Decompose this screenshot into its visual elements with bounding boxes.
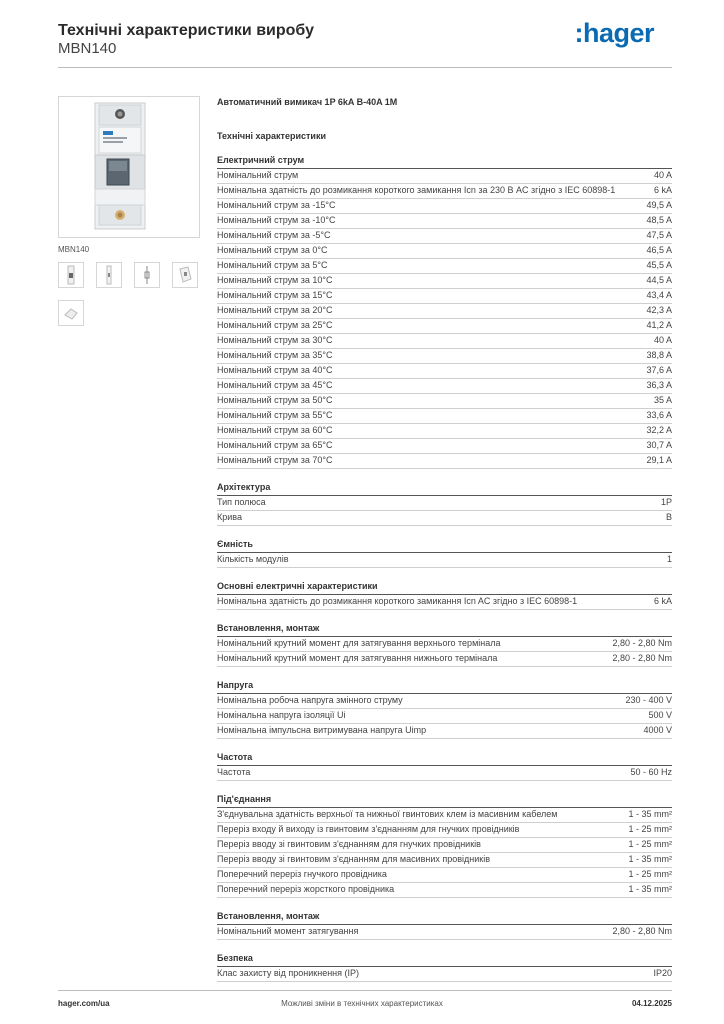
spec-label: Переріз вводу зі гвинтовим з'єднанням для масивних провідників (217, 854, 491, 864)
spec-row (217, 229, 672, 244)
section-title: Напруга (217, 679, 672, 694)
product-image-caption: MBN140 (58, 245, 90, 254)
spec-row (217, 838, 672, 853)
spec-value: 36,3 A (646, 380, 672, 390)
spec-section (217, 580, 672, 610)
spec-value: 29,1 A (646, 455, 672, 465)
spec-section (217, 622, 672, 667)
spec-label: Кількість модулів (217, 554, 289, 564)
spec-value: 4000 V (643, 725, 672, 735)
spec-value: 42,3 A (646, 305, 672, 315)
spec-row (217, 694, 672, 709)
spec-value: 1 - 25 mm² (628, 824, 672, 834)
spec-row (217, 379, 672, 394)
spec-row (217, 454, 672, 469)
spec-value: 1 - 25 mm² (628, 839, 672, 849)
spec-row (217, 169, 672, 184)
spec-row (217, 823, 672, 838)
spec-value: 48,5 A (646, 215, 672, 225)
spec-label: Номінальний струм за 35°C (217, 350, 333, 360)
section-title: Частота (217, 751, 672, 766)
spec-row (217, 289, 672, 304)
page-title: Технічні характеристики виробу (58, 22, 314, 39)
footer-note: Можливі зміни в технічних характеристиках (281, 999, 443, 1008)
spec-label: Номінальний крутний момент для затягування нижнього термінала (217, 653, 498, 663)
spec-label: Номінальний струм за 45°C (217, 380, 333, 390)
breaker-accessory-icon (59, 301, 83, 325)
tech-specs-heading: Технічні характеристики (217, 131, 326, 141)
spec-value: 1 - 35 mm² (628, 809, 672, 819)
spec-row (217, 184, 672, 199)
section-title: Електричний струм (217, 154, 672, 169)
spec-row (217, 349, 672, 364)
spec-value: 38,8 A (646, 350, 672, 360)
spec-row (217, 199, 672, 214)
breaker-diagram-icon (135, 263, 159, 287)
spec-section (217, 679, 672, 739)
spec-value: 30,7 A (646, 440, 672, 450)
spec-value: 50 - 60 Hz (630, 767, 672, 777)
spec-row (217, 808, 672, 823)
spec-label: Номінальна робоча напруга змінного струму (217, 695, 403, 705)
spec-label: Тип полюса (217, 497, 266, 507)
footer-date: 04.12.2025 (631, 999, 672, 1008)
spec-value: 40 A (653, 170, 672, 180)
spec-row (217, 868, 672, 883)
spec-value: 1P (660, 497, 672, 507)
spec-value: 2,80 - 2,80 Nm (612, 653, 672, 663)
spec-label: Номінальний струм за 15°C (217, 290, 333, 300)
spec-value: 1 (666, 554, 672, 564)
spec-row (217, 319, 672, 334)
spec-label: Номінальний струм за 65°C (217, 440, 333, 450)
spec-label: Номінальний струм за 30°C (217, 335, 333, 345)
spec-label: Номінальний струм за -10°C (217, 215, 336, 225)
spec-row (217, 967, 672, 982)
thumbnail-angle-view[interactable] (172, 262, 198, 288)
spec-row (217, 439, 672, 454)
spec-value: B (665, 512, 672, 522)
spec-label: Частота (217, 767, 251, 777)
spec-label: Номінальний струм за 55°C (217, 410, 333, 420)
spec-row (217, 595, 672, 610)
spec-content (217, 96, 672, 982)
spec-value: 40 A (653, 335, 672, 345)
spec-value: 37,6 A (646, 365, 672, 375)
spec-value: 230 - 400 V (625, 695, 672, 705)
spec-label: Номінальний струм за 50°C (217, 395, 333, 405)
spec-section (217, 793, 672, 898)
spec-row (217, 766, 672, 781)
spec-row (217, 724, 672, 739)
spec-label: Номінальна здатність до розмикання короткого замикання Icn за 230 В AC згідно з IEC 60898-1 (217, 185, 616, 195)
spec-label: Номінальний струм за 10°C (217, 275, 333, 285)
spec-value: 1 - 25 mm² (628, 869, 672, 879)
section-title: Безпека (217, 952, 672, 967)
spec-label: Номінальна здатність до розмикання короткого замикання Icn AC згідно з IEC 60898-1 (217, 596, 578, 606)
spec-label: Номінальний струм за 0°C (217, 245, 328, 255)
spec-label: Поперечний переріз гнучкого провідника (217, 869, 387, 879)
spec-value: 43,4 A (646, 290, 672, 300)
spec-label: Номінальна напруга ізоляції Ui (217, 710, 346, 720)
spec-row (217, 424, 672, 439)
breaker-front-icon (59, 263, 83, 287)
spec-row (217, 409, 672, 424)
logo-text: hager (582, 18, 654, 48)
spec-section (217, 154, 672, 469)
section-title: Ємність (217, 538, 672, 553)
spec-label: З'єднувальна здатність верхньої та нижньої гвинтових клем із масивним кабелем (217, 809, 558, 819)
spec-label: Номінальний струм за 20°C (217, 305, 333, 315)
spec-row (217, 652, 672, 667)
spec-section (217, 538, 672, 568)
spec-label: Номінальний струм за 40°C (217, 365, 333, 375)
spec-row (217, 364, 672, 379)
spec-label: Номінальний струм за -5°C (217, 230, 331, 240)
spec-row (217, 511, 672, 526)
spec-row (217, 553, 672, 568)
spec-label: Номінальний струм за -15°C (217, 200, 336, 210)
hager-logo[interactable] (574, 18, 654, 49)
spec-row (217, 709, 672, 724)
breaker-side-icon (97, 263, 121, 287)
section-title: Основні електричні характеристики (217, 580, 672, 595)
spec-value: 46,5 A (646, 245, 672, 255)
spec-label: Переріз входу й виходу із гвинтовим з'єднанням для гнучких провідників (217, 824, 520, 834)
product-name: Автоматичний вимикач 1P 6kA B-40A 1M (217, 97, 398, 107)
spec-value: 2,80 - 2,80 Nm (612, 638, 672, 648)
spec-label: Номінальний струм за 60°C (217, 425, 333, 435)
spec-section (217, 481, 672, 526)
spec-label: Номінальний струм (217, 170, 299, 180)
product-code: MBN140 (58, 40, 117, 57)
section-title: Встановлення, монтаж (217, 910, 672, 925)
spec-value: 33,6 A (646, 410, 672, 420)
spec-label: Номінальний струм за 70°C (217, 455, 333, 465)
spec-value: 32,2 A (646, 425, 672, 435)
spec-row (217, 259, 672, 274)
spec-row (217, 244, 672, 259)
spec-sections (217, 154, 672, 982)
thumbnail-front-view[interactable] (58, 262, 84, 288)
thumbnail-accessory[interactable] (58, 300, 84, 326)
spec-section (217, 751, 672, 781)
spec-label: Номінальний струм за 25°C (217, 320, 333, 330)
breaker-angle-icon (173, 263, 197, 287)
circuit-breaker-icon (59, 97, 199, 237)
spec-value: 44,5 A (646, 275, 672, 285)
spec-label: Номінальний момент затягування (217, 926, 359, 936)
spec-row (217, 334, 672, 349)
spec-row (217, 274, 672, 289)
spec-row (217, 394, 672, 409)
section-title: Встановлення, монтаж (217, 622, 672, 637)
spec-label: Переріз вводу зі гвинтовим з'єднанням для гнучких провідників (217, 839, 481, 849)
spec-value: 45,5 A (646, 260, 672, 270)
spec-label: Номінальний крутний момент для затягування верхнього термінала (217, 638, 501, 648)
footer-website-link[interactable]: hager.com/ua (58, 999, 110, 1008)
spec-row (217, 883, 672, 898)
thumbnail-diagram[interactable] (134, 262, 160, 288)
spec-row (217, 853, 672, 868)
footer-divider (58, 990, 672, 991)
logo-colon-icon: : (574, 18, 583, 48)
spec-label: Крива (217, 512, 242, 522)
spec-value: 1 - 35 mm² (628, 854, 672, 864)
spec-value: 500 V (648, 710, 672, 720)
section-title: Під'єднання (217, 793, 672, 808)
spec-value: 2,80 - 2,80 Nm (612, 926, 672, 936)
spec-label: Поперечний переріз жорсткого провідника (217, 884, 395, 894)
spec-row (217, 304, 672, 319)
spec-section (217, 952, 672, 982)
spec-section (217, 910, 672, 940)
thumbnail-side-view[interactable] (96, 262, 122, 288)
product-image[interactable] (58, 96, 200, 238)
spec-row (217, 925, 672, 940)
spec-value: 1 - 35 mm² (628, 884, 672, 894)
spec-value: 35 A (653, 395, 672, 405)
spec-row (217, 496, 672, 511)
spec-label: Номінальний струм за 5°C (217, 260, 328, 270)
spec-label: Клас захисту від проникнення (IP) (217, 968, 360, 978)
section-title: Архітектура (217, 481, 672, 496)
spec-value: 47,5 A (646, 230, 672, 240)
spec-row (217, 214, 672, 229)
header-divider (58, 67, 672, 68)
spec-value: 6 kA (653, 185, 672, 195)
spec-label: Номінальна імпульсна витримувана напруга Uimp (217, 725, 427, 735)
spec-value: 41,2 A (646, 320, 672, 330)
spec-value: 6 kA (653, 596, 672, 606)
spec-value: 49,5 A (646, 200, 672, 210)
spec-value: IP20 (653, 968, 672, 978)
spec-row (217, 637, 672, 652)
